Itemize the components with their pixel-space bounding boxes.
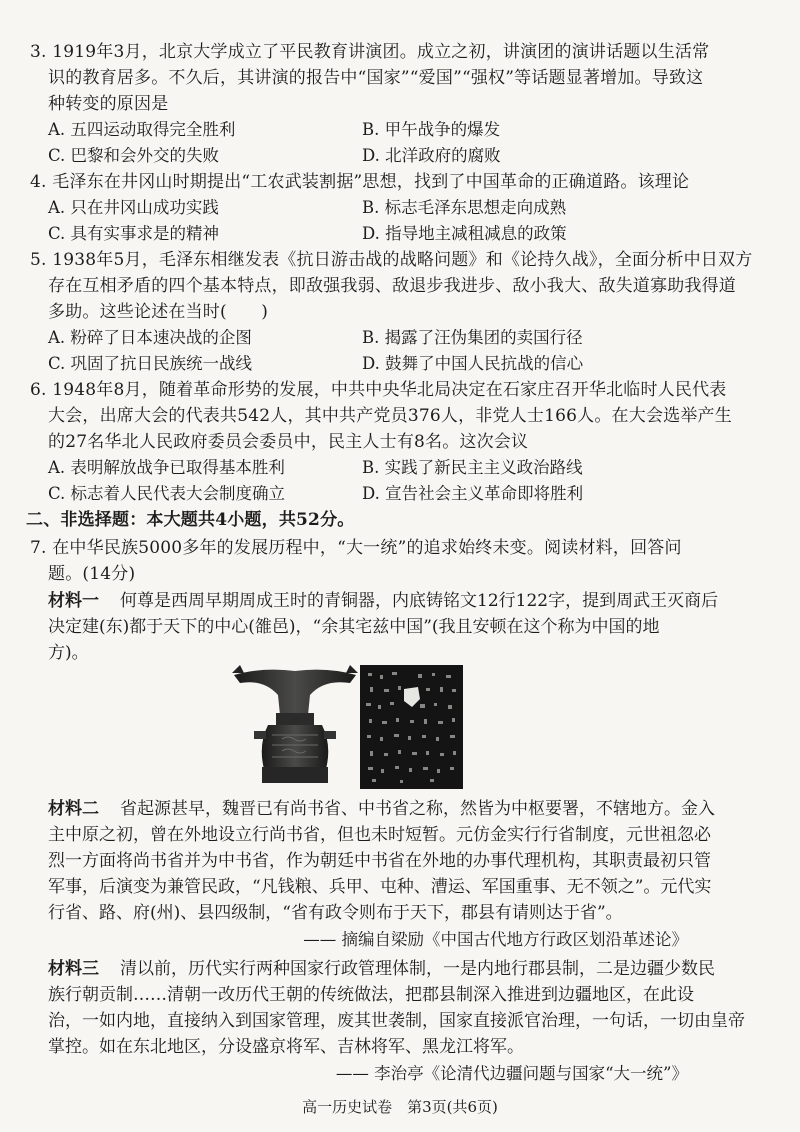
material2-label: 材料二 [48,799,99,819]
q7-line-1: 7. 在中华民族5000多年的发展历程中，“大一统”的追求始终未变。阅读材料，回答问 [30,538,682,558]
q7-line-2: 题。(14分) [48,564,136,584]
material2-line-2: 主中原之初，曾在外地设立行尚书省，但也未时短暂。元仿金实行行省制度，元世祖忽必 [48,825,711,845]
material3-line-4: 掌控。如在东北地区，分设盛京将军、吉林将军、黑龙江将军。 [48,1037,524,1057]
q5-line-3: 多助。这些论述在当时( ) [48,302,269,322]
section-heading: 二、非选择题：本大题共4小题，共52分。 [26,510,355,530]
material2-line-1: 省起源甚早，魏晋已有尚书省、中书省之称，然皆为中枢要署，不辖地方。金入 [120,799,715,819]
material3-line-3: 治，一如内地，直接纳入到国家管理，废其世袭制，国家直接派官治理，一句话，一切由皇帝 [48,1011,745,1031]
material2-line-5: 行省、路、府(州)、县四级制，“省有政令则布于天下，郡县有请则达于省”。 [48,903,623,923]
q3-line-3: 种转变的原因是 [48,94,169,114]
q5-line-2: 存在互相矛盾的四个基本特点，即敌强我弱、敌退步我进步、敌小我大、敌失道寡助我得道 [48,276,736,296]
material2-source: —— 摘编自梁励《中国古代地方行政区划沿革述论》 [303,930,688,949]
material1-line-3: 方)。 [48,643,89,663]
q3-line-1: 3. 1919年3月，北京大学成立了平民教育讲演团。成立之初，讲演团的演讲话题以生活常 [30,42,710,62]
material3-line-1: 清以前，历代实行两种国家行政管理体制，一是内地行郡县制，二是边疆少数民 [120,959,715,979]
material1-line-1: 何尊是西周早期周成王时的青铜器，内底铸铭文12行122字，提到周武王灭商后 [120,591,719,611]
q3-option-b: B. 甲午战争的爆发 [362,120,501,139]
q5-option-a: A. 粉碎了日本速决战的企图 [48,328,252,347]
q4-line-1: 4. 毛泽东在井冈山时期提出“工农武装割据”思想，找到了中国革命的正确道路。该理论 [30,172,690,192]
q5-option-b: B. 揭露了汪伪集团的卖国行径 [362,328,583,347]
q6-option-b: B. 实践了新民主主义政治路线 [362,458,583,477]
material2-line-3: 烈一方面将尚书省并为中书省，作为朝廷中书省在外地的办事代理机构，其职责最初只管 [48,851,711,871]
q4-option-a: A. 只在井冈山成功实践 [48,198,219,217]
material3-label: 材料三 [48,959,99,979]
q6-line-1: 6. 1948年8月，随着革命形势的发展，中共中央华北局决定在石家庄召开华北临时人民代表 [30,380,727,400]
material1-line-2: 决定建(东)都于天下的中心(雒邑)，“余其宅兹中国”(我且安顿在这个称为中国的地 [48,617,660,637]
q6-line-2: 大会，出席大会的代表共542人，其中共产党员376人，非党人士166人。在大会选举产生 [48,406,732,426]
material2-line-4: 军事，后演变为兼管民政，“凡钱粮、兵甲、屯种、漕运、军国重事、无不领之”。元代实 [48,877,712,897]
q3-line-2: 识的教育居多。不久后，其讲演的报告中“国家”“爱国”“强权”等话题显著增加。导致这 [48,68,704,88]
q4-option-b: B. 标志毛泽东思想走向成熟 [362,198,567,217]
q4-option-c: C. 具有实事求是的精神 [48,224,220,243]
material3-source: —— 李治亭《论清代边疆问题与国家“大一统”》 [335,1064,688,1083]
page-footer: 高一历史试卷 第3页(共6页) [302,1098,498,1116]
q3-option-a: A. 五四运动取得完全胜利 [48,120,236,139]
material3-line-2: 族行朝贡制……清朝一改历代王朝的传统做法，把郡县制深入推进到边疆地区，在此设 [48,985,694,1005]
q6-option-c: C. 标志着人民代表大会制度确立 [48,484,286,503]
q6-option-a: A. 表明解放战争已取得基本胜利 [48,458,285,477]
q5-option-d: D. 鼓舞了中国人民抗战的信心 [362,354,584,373]
q5-line-1: 5. 1938年5月，毛泽东相继发表《抗日游击战的战略问题》和《论持久战》，全面分析中日双方 [30,250,753,270]
q4-option-d: D. 指导地主减租减息的政策 [362,224,567,243]
q6-line-3: 的27名华北人民政府委员会委员中，民主人士有8名。这次会议 [48,432,529,452]
material1-label: 材料一 [48,591,99,611]
he-zun-bronze-image [232,665,358,787]
q5-option-c: C. 巩固了抗日民族统一战线 [48,354,253,373]
q3-option-c: C. 巴黎和会外交的失败 [48,146,220,165]
q3-option-d: D. 北洋政府的腐败 [362,146,501,165]
he-zun-inscription-rubbing-image [360,665,463,789]
q6-option-d: D. 宣告社会主义革命即将胜利 [362,484,584,503]
